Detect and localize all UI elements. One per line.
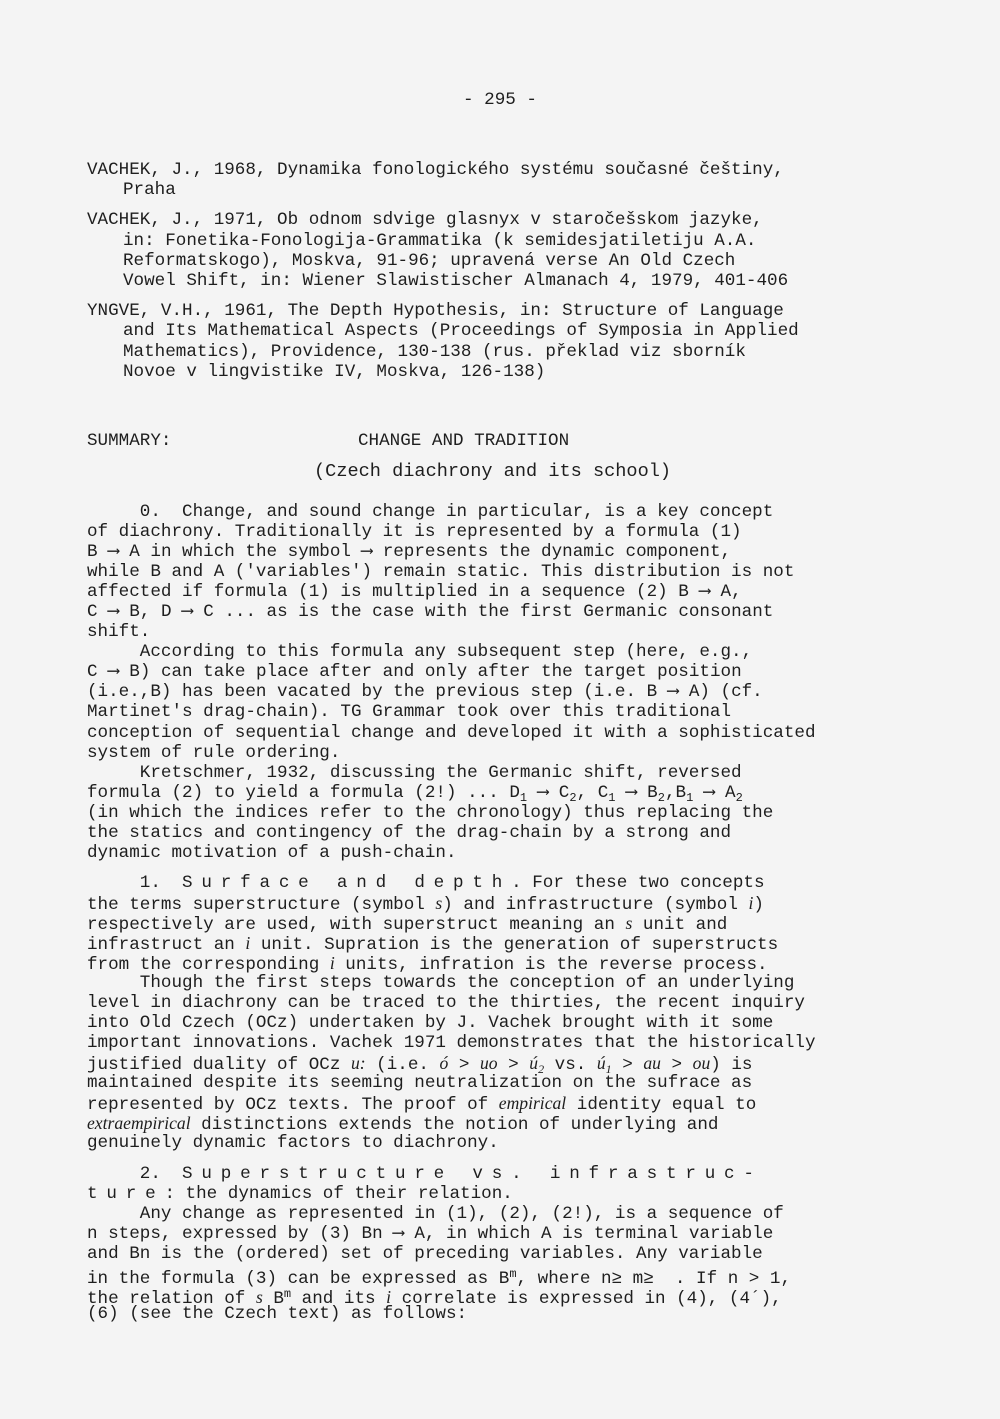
formula-line: in the formula (3) can be expressed as $B^m$, where n≥ m≥ . If n > 1,: [87, 1266, 792, 1289]
text-line: (i.e.,B) has been vacated by the previous step (i.e. B ⟶ A) (cf.: [87, 682, 763, 703]
summary-subtitle: (Czech diachrony and its school): [314, 461, 672, 482]
reference-line: Praha: [123, 180, 176, 201]
formula-line: justified duality of OCz u: (i.e. ó > uo > $ú_2$ vs. $ú_1$ > au > ou) is: [87, 1053, 753, 1077]
text-line: dynamic motivation of a push-chain.: [87, 842, 457, 863]
text-line: (6) (see the Czech text) as follows:: [87, 1303, 468, 1324]
text-line: important innovations. Vachek 1971 demonstrates that the historically: [87, 1033, 816, 1054]
summary-label: SUMMARY:: [87, 431, 172, 451]
text-line: affected if formula (1) is multiplied in a sequence (2) B ⟶ A,: [87, 582, 742, 603]
reference-line: Mathematics), Providence, 130-138 (rus. překlad viz sborník: [123, 341, 746, 362]
text-line: level in diachrony can be traced to the thirties, the recent inquiry: [87, 993, 805, 1014]
reference-entry: [87, 160, 927, 200]
page-number: - 295 -: [463, 90, 537, 110]
text-line: the terms superstructure (symbol s) and infrastructure (symbol i): [87, 892, 764, 915]
section-heading-line: 2. Superstructure vs. infrastruc-: [87, 1163, 763, 1184]
text-line: Kretschmer, 1932, discussing the Germanic shift, reversed: [87, 762, 742, 783]
section-heading: Superstructure vs. infrastruc-: [182, 1163, 763, 1184]
reference-line: Vowel Shift, in: Wiener Slawistischer Almanach 4, 1979, 401-406: [123, 271, 789, 292]
text-line: maintained despite its seeming neutralization on the sufrace as: [87, 1073, 753, 1094]
text-line: system of rule ordering.: [87, 742, 341, 763]
text-line: from the corresponding i units, infration is the reverse process.: [87, 953, 768, 976]
section-heading-line: ture: the dynamics of their relation.: [87, 1183, 513, 1204]
summary-header: [87, 431, 927, 482]
text-line: and Bn is the (ordered) set of preceding variables. Any variable: [87, 1243, 763, 1264]
reference-line: in: Fonetika-Fonologija-Grammatika (k semidesjatiletiju A.A.: [123, 230, 757, 251]
text-line: (in which the indices refer to the chronology) thus replacing the: [87, 802, 774, 823]
reference-entry: [87, 301, 927, 382]
reference-line: VACHEK, J., 1968, Dynamika fonologického systému současné češtiny,: [87, 160, 784, 180]
text-line: Any change as represented in (1), (2), (2!), is a sequence of: [87, 1203, 784, 1224]
summary-body: [87, 502, 927, 1324]
summary-title: CHANGE AND TRADITION: [358, 431, 570, 451]
text-line: of diachrony. Traditionally it is represented by a formula (1): [87, 522, 742, 543]
formula-line: formula (2) to yield a formula (2!) ... $D_1$ ⟶ $C_2$, $C_1$ ⟶ $B_2,B_1$ ⟶ $A_2$: [87, 782, 743, 805]
text-line: shift.: [87, 622, 151, 643]
reference-line: Reformatskogo), Moskva, 91-96; upravená verse An Old Czech: [123, 250, 736, 271]
text-line: B ⟶ A in which the symbol ⟶ represents the dynamic component,: [87, 542, 732, 563]
text-line: while B and A ('variables') remain static. This distribution is not: [87, 562, 795, 583]
text-line: C ⟶ B, D ⟶ C ... as is the case with the first Germanic consonant: [87, 602, 774, 623]
reference-entry: [87, 210, 927, 291]
text-line: the statics and contingency of the drag-chain by a strong and: [87, 822, 732, 843]
text-line: 0. Change, and sound change in particular, is a key concept: [87, 502, 774, 522]
text-line: n steps, expressed by (3) Bn ⟶ A, in which A is terminal variable: [87, 1223, 774, 1244]
text-line: represented by OCz texts. The proof of empirical identity equal to: [87, 1093, 757, 1116]
text-line: According to this formula any subsequent step (here, e.g.,: [87, 642, 753, 663]
text-line: Martinet's drag-chain). TG Grammar took over this traditional: [87, 702, 732, 723]
text-line: genuinely dynamic factors to diachrony.: [87, 1133, 499, 1154]
text-line: infrastruct an i unit. Supration is the generation of superstructs: [87, 932, 779, 955]
text-line: conception of sequential change and developed it with a sophisticated: [87, 722, 816, 743]
text-line: C ⟶ B) can take place after and only after the target position: [87, 662, 742, 683]
formula-line: the relation of s $B^m$ and its i correlate is expressed in (4), (4´),: [87, 1286, 782, 1309]
reference-line: YNGVE, V.H., 1961, The Depth Hypothesis, in: Structure of Language: [87, 301, 784, 322]
reference-line: and Its Mathematical Aspects (Proceedings of Symposia in Applied: [123, 321, 799, 342]
text-line: respectively are used, with superstruct meaning an s unit and: [87, 912, 728, 935]
section-heading-line: 1. Surface and depth. For these two concepts: [87, 872, 765, 893]
text-line: Though the first steps towards the conception of an underlying: [87, 973, 795, 994]
text-line: into Old Czech (OCz) undertaken by J. Vachek brought with it some: [87, 1013, 774, 1034]
reference-line: Novoe v lingvistike IV, Moskva, 126-138): [123, 361, 546, 382]
reference-line: VACHEK, J., 1971, Ob odnom sdvige glasnyx v staročešskom jazyke,: [87, 210, 763, 231]
reference-list: [87, 160, 927, 392]
section-heading: Surface and depth: [182, 872, 512, 893]
text-line: extraempirical distinctions extends the notion of underlying and: [87, 1113, 719, 1136]
